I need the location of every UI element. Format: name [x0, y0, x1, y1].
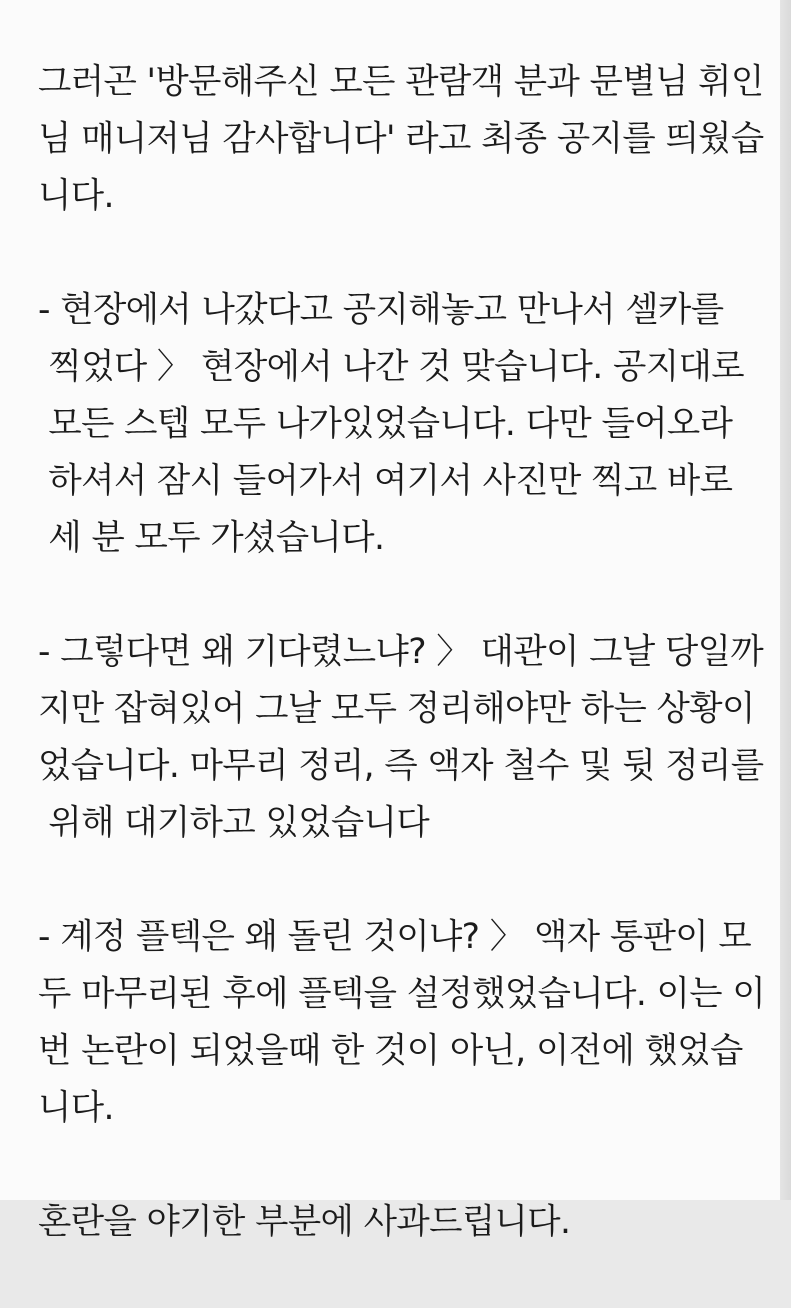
text-line: 그러곤 '방문해주신 모든 관람객 분과 문별님 휘인: [38, 62, 764, 102]
text-line: 님 매니저님 감사합니다' 라고 최종 공지를 띄웠습: [38, 119, 764, 159]
text-line: - 현장에서 나갔다고 공지해놓고 만나서 셀카를: [38, 290, 724, 330]
text-line: 하셔서 잠시 들어가서 여기서 사진만 찍고 바로: [38, 461, 733, 501]
text-line: 두 마무리된 후에 플텍을 설정했었습니다. 이는 이: [38, 974, 766, 1014]
text-line: - 계정 플텍은 왜 돌린 것이냐? 〉 액자 통판이 모: [38, 917, 752, 957]
paragraph-selfie-question: [38, 282, 768, 567]
text-line: 찍었다 〉 현장에서 나간 것 맞습니다. 공지대로: [38, 347, 744, 387]
text-line: 번 논란이 되었을때 한 것이 아닌, 이전에 했었습: [38, 1031, 743, 1071]
paragraph-waiting-question: [38, 624, 768, 852]
text-line: 니다.: [38, 1088, 114, 1128]
paragraph-final-notice: [38, 54, 768, 225]
text-line: 세 분 모두 가셨습니다.: [38, 518, 385, 558]
text-line: 니다.: [38, 176, 114, 216]
notice-text: [38, 54, 768, 1308]
text-line: - 그렇다면 왜 기다렸느냐? 〉 대관이 그날 당일까: [38, 632, 764, 672]
text-line: 혼란을 야기한 부분에 사과드립니다.: [38, 1202, 571, 1242]
scroll-edge: [780, 0, 791, 1200]
text-line: 었습니다. 마무리 정리, 즉 액자 철수 및 뒷 정리를: [38, 746, 764, 786]
text-line: 지만 잡혀있어 그날 모두 정리해야만 하는 상황이: [38, 689, 755, 729]
paragraph-apology: [38, 1194, 768, 1251]
paragraph-protect-question: [38, 909, 768, 1137]
text-line: 위해 대기하고 있었습니다: [38, 803, 430, 843]
text-line: 모든 스텝 모두 나가있었습니다. 다만 들어오라: [38, 404, 733, 444]
